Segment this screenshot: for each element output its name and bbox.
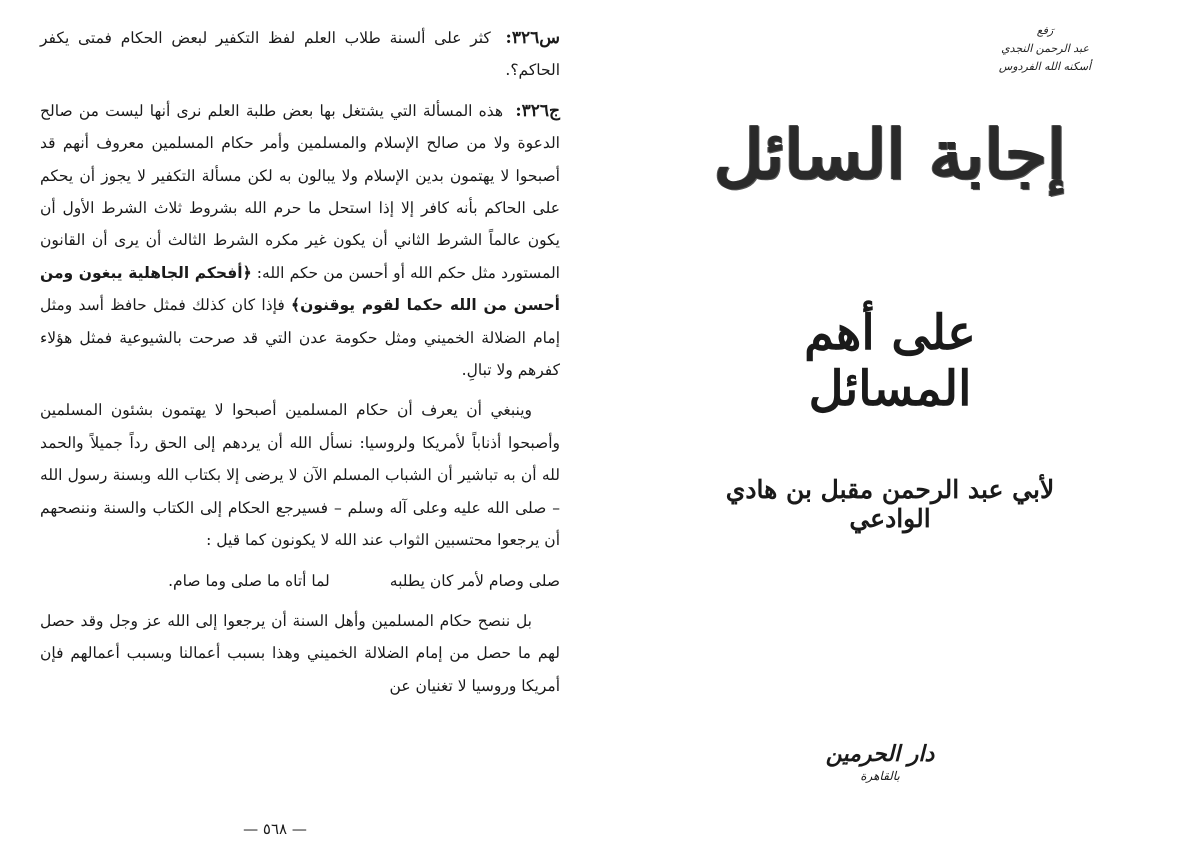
book-title: إجابة السائل: [713, 115, 1067, 195]
stamp-line-3: أسكنه الله الفردوس: [998, 60, 1092, 73]
question-label: س٣٢٦:: [505, 28, 560, 48]
paragraph-3: بل ننصح حكام المسلمين وأهل السنة أن يرجعوا إلى الله عز وجل وقد حصل لهم ما حصل من إمام الضلالة الخميني وهذا بسبب أعمالنا وبسبب أعمالهم فإن أمريكا وروسيا لا تغنيان عن: [40, 611, 560, 695]
quran-verse: ﴿أفحكم الجاهلية يبغون ومن أحسن من الله حكما لقوم يوقنون﴾: [40, 263, 560, 315]
publisher-logo: [820, 740, 940, 784]
uploader-stamp: [970, 22, 1120, 76]
author-name: لأبي عبد الرحمن مقبل بن هادي الوادعي: [725, 475, 1055, 533]
answer-text-before-ayah: هذه المسألة التي يشتغل بها بعض طلبة العلم نرى أنها ليست من صالح الدعوة ولا من صالح الإسلام والمسلمين وأمر حكام المسلمين معروف أنهم قد أصبحوا لا يهتمون بدين الإسلام ولا يبالون به لكن مسألة التكفير لا يجوز أن يحكم على الحاكم بأنه كافر إلا إذا استحل ما حرم الله بشروط ثلاث الشرط الأول أن يكون عالماً الشرط الثاني أن يكون غير مكره الشرط الثالث أن يرى أن القانون المستورد مثل حكم الله أو أحسن من حكم الله:: [40, 101, 560, 282]
publisher-name: دار الحرمين: [825, 741, 935, 767]
answer-paragraph: [40, 95, 560, 387]
answer-text-after-ayah: فإذا كان كذلك فمثل حافظ أسد ومثل إمام الضلالة الخميني ومثل حكومة عدن التي قد صرحت بالشيوعية فمثل هؤلاء كفرهم ولا تبالِ.: [40, 296, 560, 380]
poem-line: [40, 565, 560, 597]
paragraph-2: وينبغي أن يعرف أن حكام المسلمين أصبحوا لا يهتمون بشئون المسلمين وأصبحوا أذناباً لأمريكا ولروسيا: نسأل الله أن يردهم إلى الحق رداً جميلاً والحمد لله أن به تباشير أن الشباب المسلم الآن لا يرضى إلا بكتاب الله وبسنة رسول الله – صلى الله عليه وعلى آله وسلم – فسيرجع الحكام إلى الكتاب والسنة وننصحهم أن يرجعوا محتسبين الثواب عند الله لا يكونون كما قيل :: [40, 401, 560, 550]
question-text: كثر على ألسنة طلاب العلم لفظ التكفير لبعض الحكام فمتى يكفر الحاكم؟.: [40, 29, 560, 80]
book-subtitle: على أهم المسائل: [804, 305, 976, 417]
question-paragraph: [40, 22, 560, 87]
stamp-line-1: رَفع: [1036, 24, 1054, 37]
body-text: [40, 22, 560, 702]
page-number: — ٥٦٨ —: [243, 820, 307, 838]
poem-hemistich-2: لما أتاه ما صلى وما صام.: [168, 571, 330, 590]
stamp-line-2: عبد الرحمن النجدي: [1001, 42, 1089, 55]
poem-hemistich-1: صلى وصام لأمر كان يطلبه: [389, 571, 560, 590]
answer-label: ج٣٢٦:: [515, 100, 560, 121]
publisher-city: بالقاهرة: [860, 769, 900, 783]
